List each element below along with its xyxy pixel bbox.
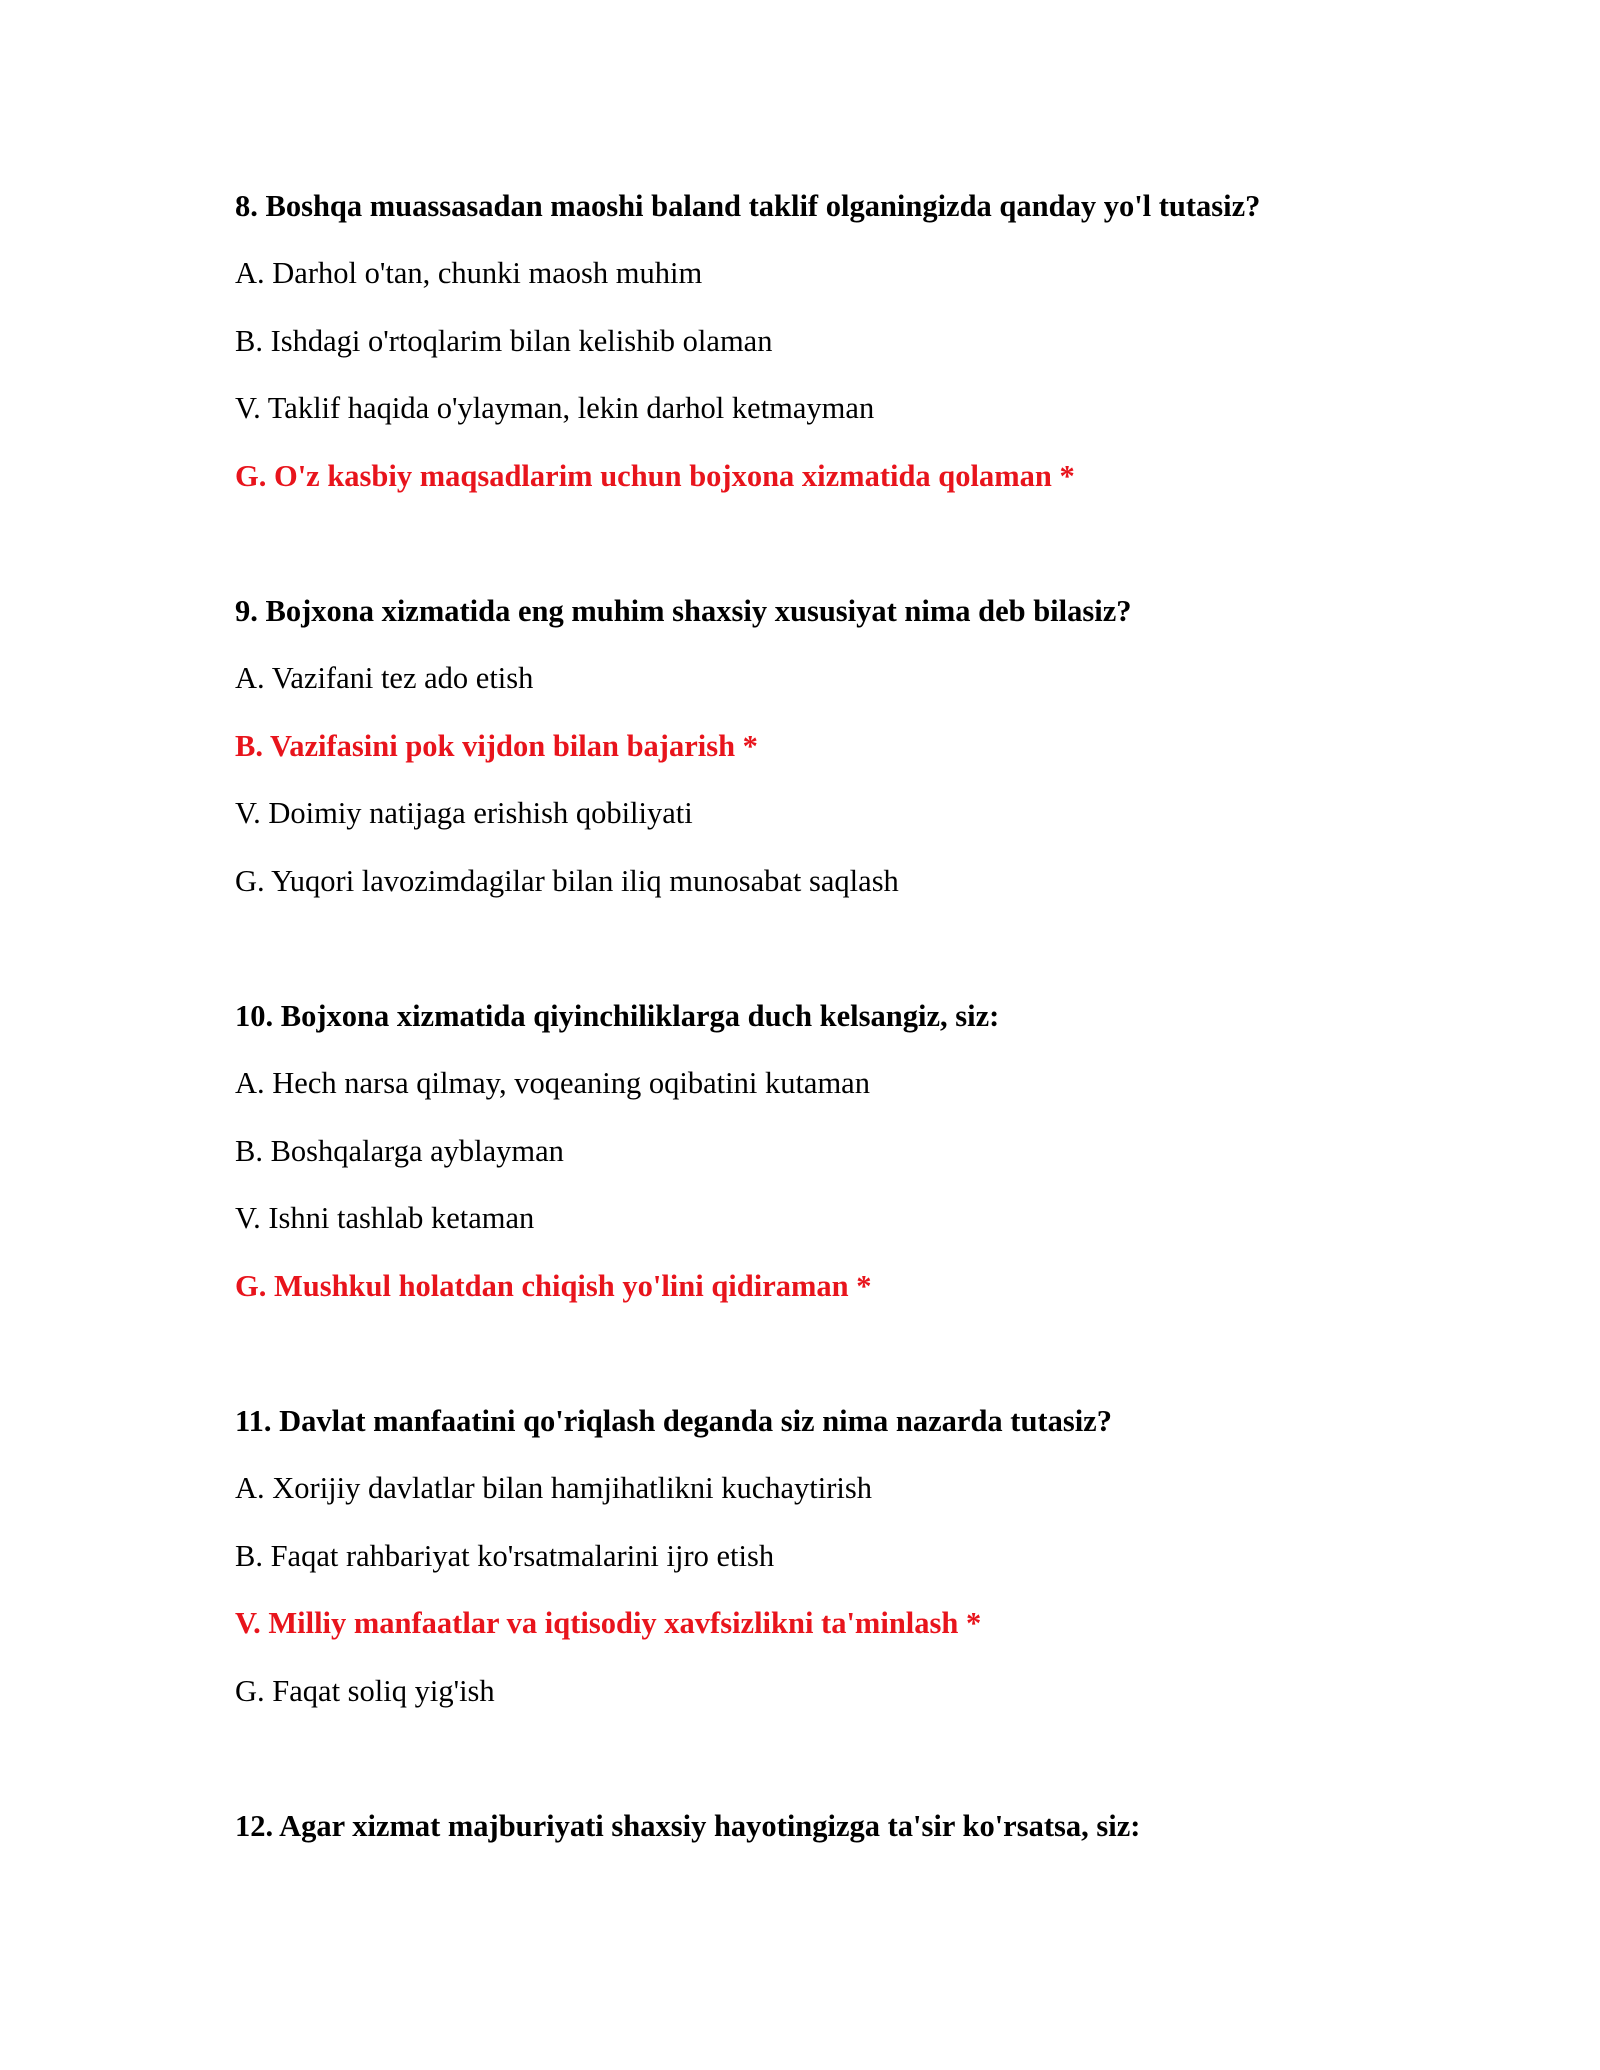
answer-option-a: A. Xorijiy davlatlar bilan hamjihatlikni kuchaytirish [235, 1471, 872, 1505]
answer-option-b: B. Faqat rahbariyat ko'rsatmalarini ijro etish [235, 1539, 775, 1573]
correct-answer-option-g: G. O'z kasbiy maqsadlarim uchun bojxona xizmatida qolaman * [235, 459, 1075, 493]
answer-option-v: V. Taklif haqida o'ylayman, lekin darhol ketmayman [235, 391, 875, 425]
answer-option-v: V. Doimiy natijaga erishish qobiliyati [235, 796, 693, 830]
answer-option-a: A. Darhol o'tan, chunki maosh muhim [235, 256, 703, 290]
question-title: 11. Davlat manfaatini qo'riqlash deganda siz nima nazarda tutasiz? [235, 1404, 1112, 1438]
correct-answer-option-g: G. Mushkul holatdan chiqish yo'lini qidiraman * [235, 1269, 872, 1303]
answer-option-g: G. Faqat soliq yig'ish [235, 1674, 495, 1708]
question-title: 12. Agar xizmat majburiyati shaxsiy hayotingizga ta'sir ko'rsatsa, siz: [235, 1809, 1141, 1843]
answer-option-b: B. Ishdagi o'rtoqlarim bilan kelishib olaman [235, 324, 773, 358]
answer-option-v: V. Ishni tashlab ketaman [235, 1201, 535, 1235]
answer-option-a: A. Vazifani tez ado etish [235, 661, 534, 695]
answer-option-g: G. Yuqori lavozimdagilar bilan iliq munosabat saqlash [235, 864, 899, 898]
correct-answer-option-v: V. Milliy manfaatlar va iqtisodiy xavfsizlikni ta'minlash * [235, 1606, 982, 1640]
correct-answer-option-b: B. Vazifasini pok vijdon bilan bajarish * [235, 729, 758, 763]
answer-option-b: B. Boshqalarga ayblayman [235, 1134, 564, 1168]
question-title: 8. Boshqa muassasadan maoshi baland taklif olganingizda qanday yo'l tutasiz? [235, 189, 1261, 223]
answer-option-a: A. Hech narsa qilmay, voqeaning oqibatini kutaman [235, 1066, 870, 1100]
question-title: 10. Bojxona xizmatida qiyinchiliklarga duch kelsangiz, siz: [235, 999, 1000, 1033]
question-title: 9. Bojxona xizmatida eng muhim shaxsiy xususiyat nima deb bilasiz? [235, 594, 1132, 628]
